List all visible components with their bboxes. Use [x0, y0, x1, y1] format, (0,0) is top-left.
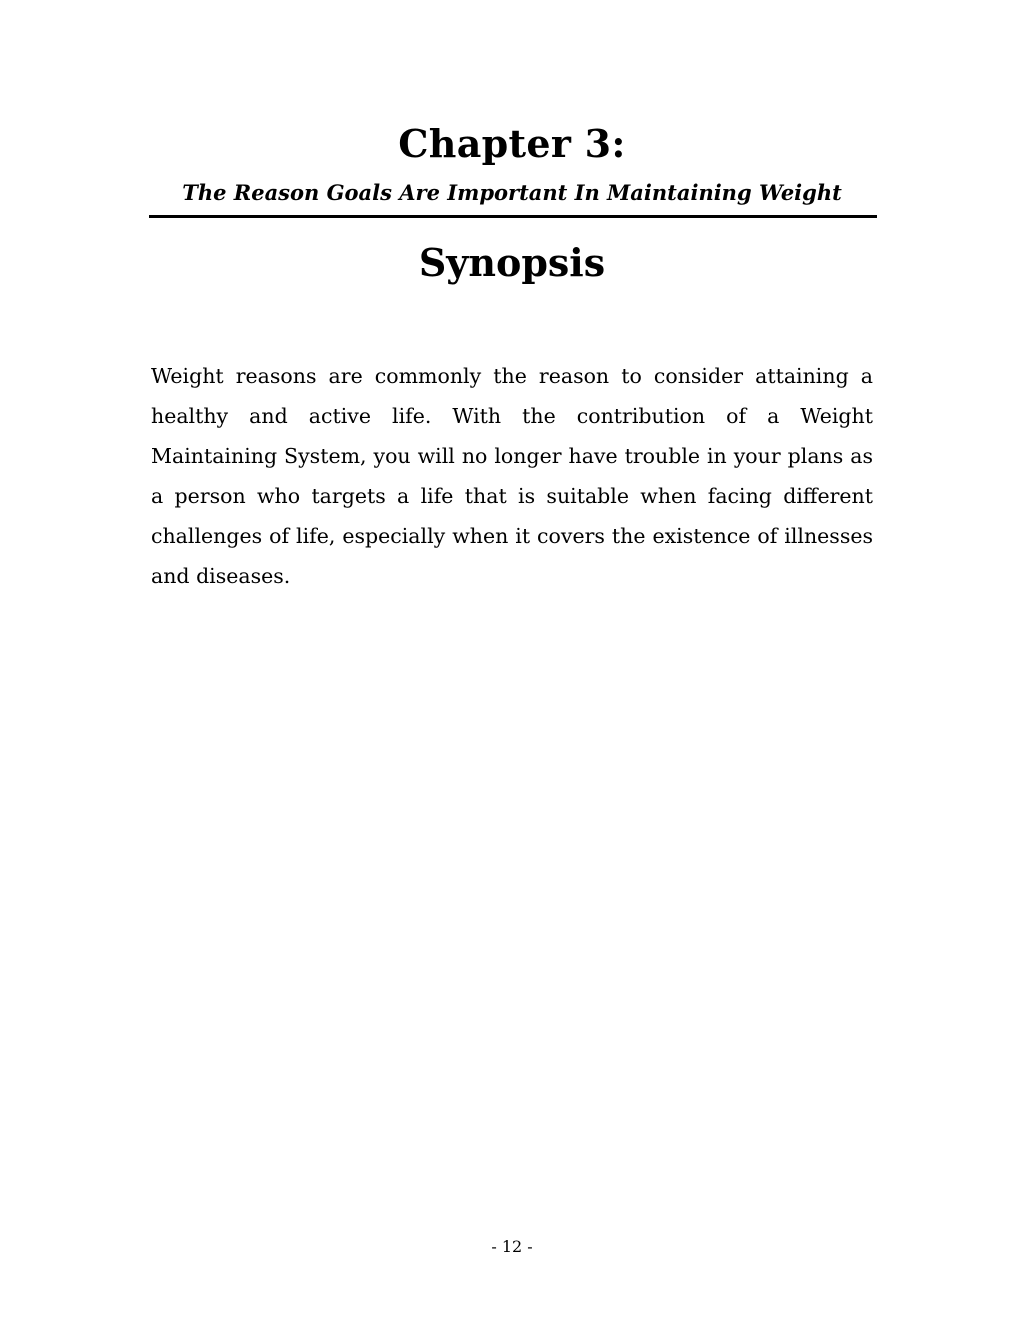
chapter-subtitle: The Reason Goals Are Important In Maintaining Weight: [182, 180, 842, 205]
chapter-title: Chapter 3:: [398, 121, 626, 166]
body-paragraph: Weight reasons are commonly the reason to consider attaining a healthy and active life. With the contribution of a Weight Maintaining System, you will no longer have trouble in your plans as a person who targets a life that is suitable when facing different challenges of life, especially when it covers the existence of illnesses and diseases.: [151, 364, 873, 588]
section-heading: Synopsis: [418, 240, 606, 285]
page-number: - 12 -: [491, 1237, 533, 1256]
title-divider: [149, 215, 877, 218]
